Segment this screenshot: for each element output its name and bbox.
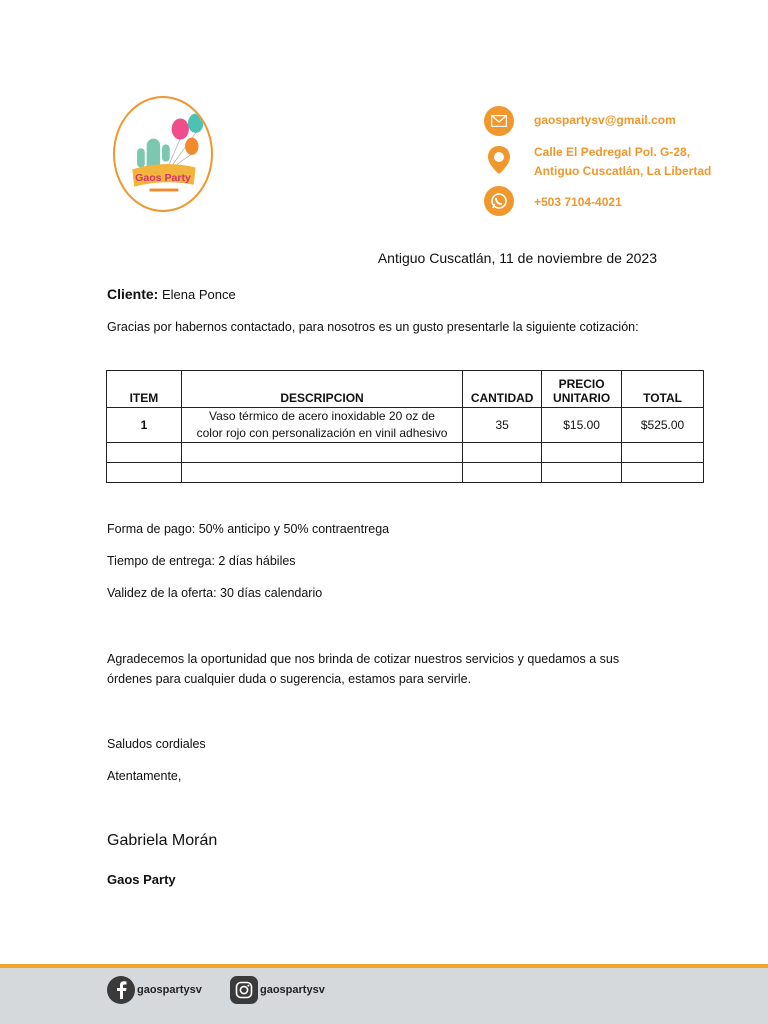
header-quantity: CANTIDAD [463,371,542,408]
document-date: Antiguo Cuscatlán, 11 de noviembre de 2023 [377,250,657,266]
delivery-time: Tiempo de entrega: 2 días hábiles [107,554,296,568]
description-line-2: color rojo con personalización en vinil adhesivo [196,426,448,440]
sincerely: Atentamente, [107,769,182,783]
table-row-empty [107,463,704,483]
cell-description [181,408,462,443]
cell-total: $525.00 [622,408,704,443]
header-unit-price [542,371,622,408]
signature-company: Gaos Party [107,872,176,887]
intro-paragraph: Gracias por habernos contactado, para nosotros es un gusto presentarle la siguiente cotización: [107,320,639,334]
cell-item: 1 [107,408,182,443]
table-row [107,408,704,443]
header-unit-price-line-1: PRECIO [558,377,605,391]
location-pin-icon [487,145,511,175]
table-header-row [107,371,704,408]
contact-email[interactable]: gaospartysv@gmail.com [534,113,676,127]
greeting: Saludos cordiales [107,737,206,751]
client-name: Elena Ponce [161,287,236,302]
payment-terms: Forma de pago: 50% anticipo y 50% contraentrega [107,522,390,536]
mail-icon [484,106,514,136]
table-row-empty [107,443,704,463]
instagram-icon [230,976,258,1004]
client-line [107,286,236,302]
header-item: ITEM [107,371,182,408]
whatsapp-icon [484,186,514,216]
header-total: TOTAL [622,371,704,408]
header-unit-price-line-2: UNITARIO [553,391,611,405]
cell-quantity: 35 [463,408,542,443]
facebook-link[interactable] [107,976,202,1004]
closing-paragraph: Agradecemos la oportunidad que nos brinda de cotizar nuestros servicios y quedamos a sus órdenes para cualquier duda o sugerencia, estamos para servirle. [107,652,620,686]
logo-text: Gaos Party [135,171,191,184]
instagram-handle: gaospartysv [260,984,325,996]
header-description: DESCRIPCION [181,371,462,408]
signature-name: Gabriela Morán [107,832,218,849]
quote-table [106,370,704,483]
client-label: Cliente: [107,286,159,302]
company-logo [113,96,213,212]
logo-artwork [115,98,211,210]
address-line-1: Calle El Pedregal Pol. G-28, [534,145,691,159]
instagram-link[interactable] [230,976,325,1004]
contact-address [534,143,711,181]
description-line-1: Vaso térmico de acero inoxidable 20 oz de [209,409,435,423]
cell-unit-price: $15.00 [542,408,622,443]
contact-phone[interactable]: +503 7104-4021 [534,195,622,209]
address-line-2: Antiguo Cuscatlán, La Libertad [534,164,712,178]
facebook-handle: gaospartysv [137,984,202,996]
facebook-icon [107,976,135,1004]
offer-validity: Validez de la oferta: 30 días calendario [107,586,323,600]
